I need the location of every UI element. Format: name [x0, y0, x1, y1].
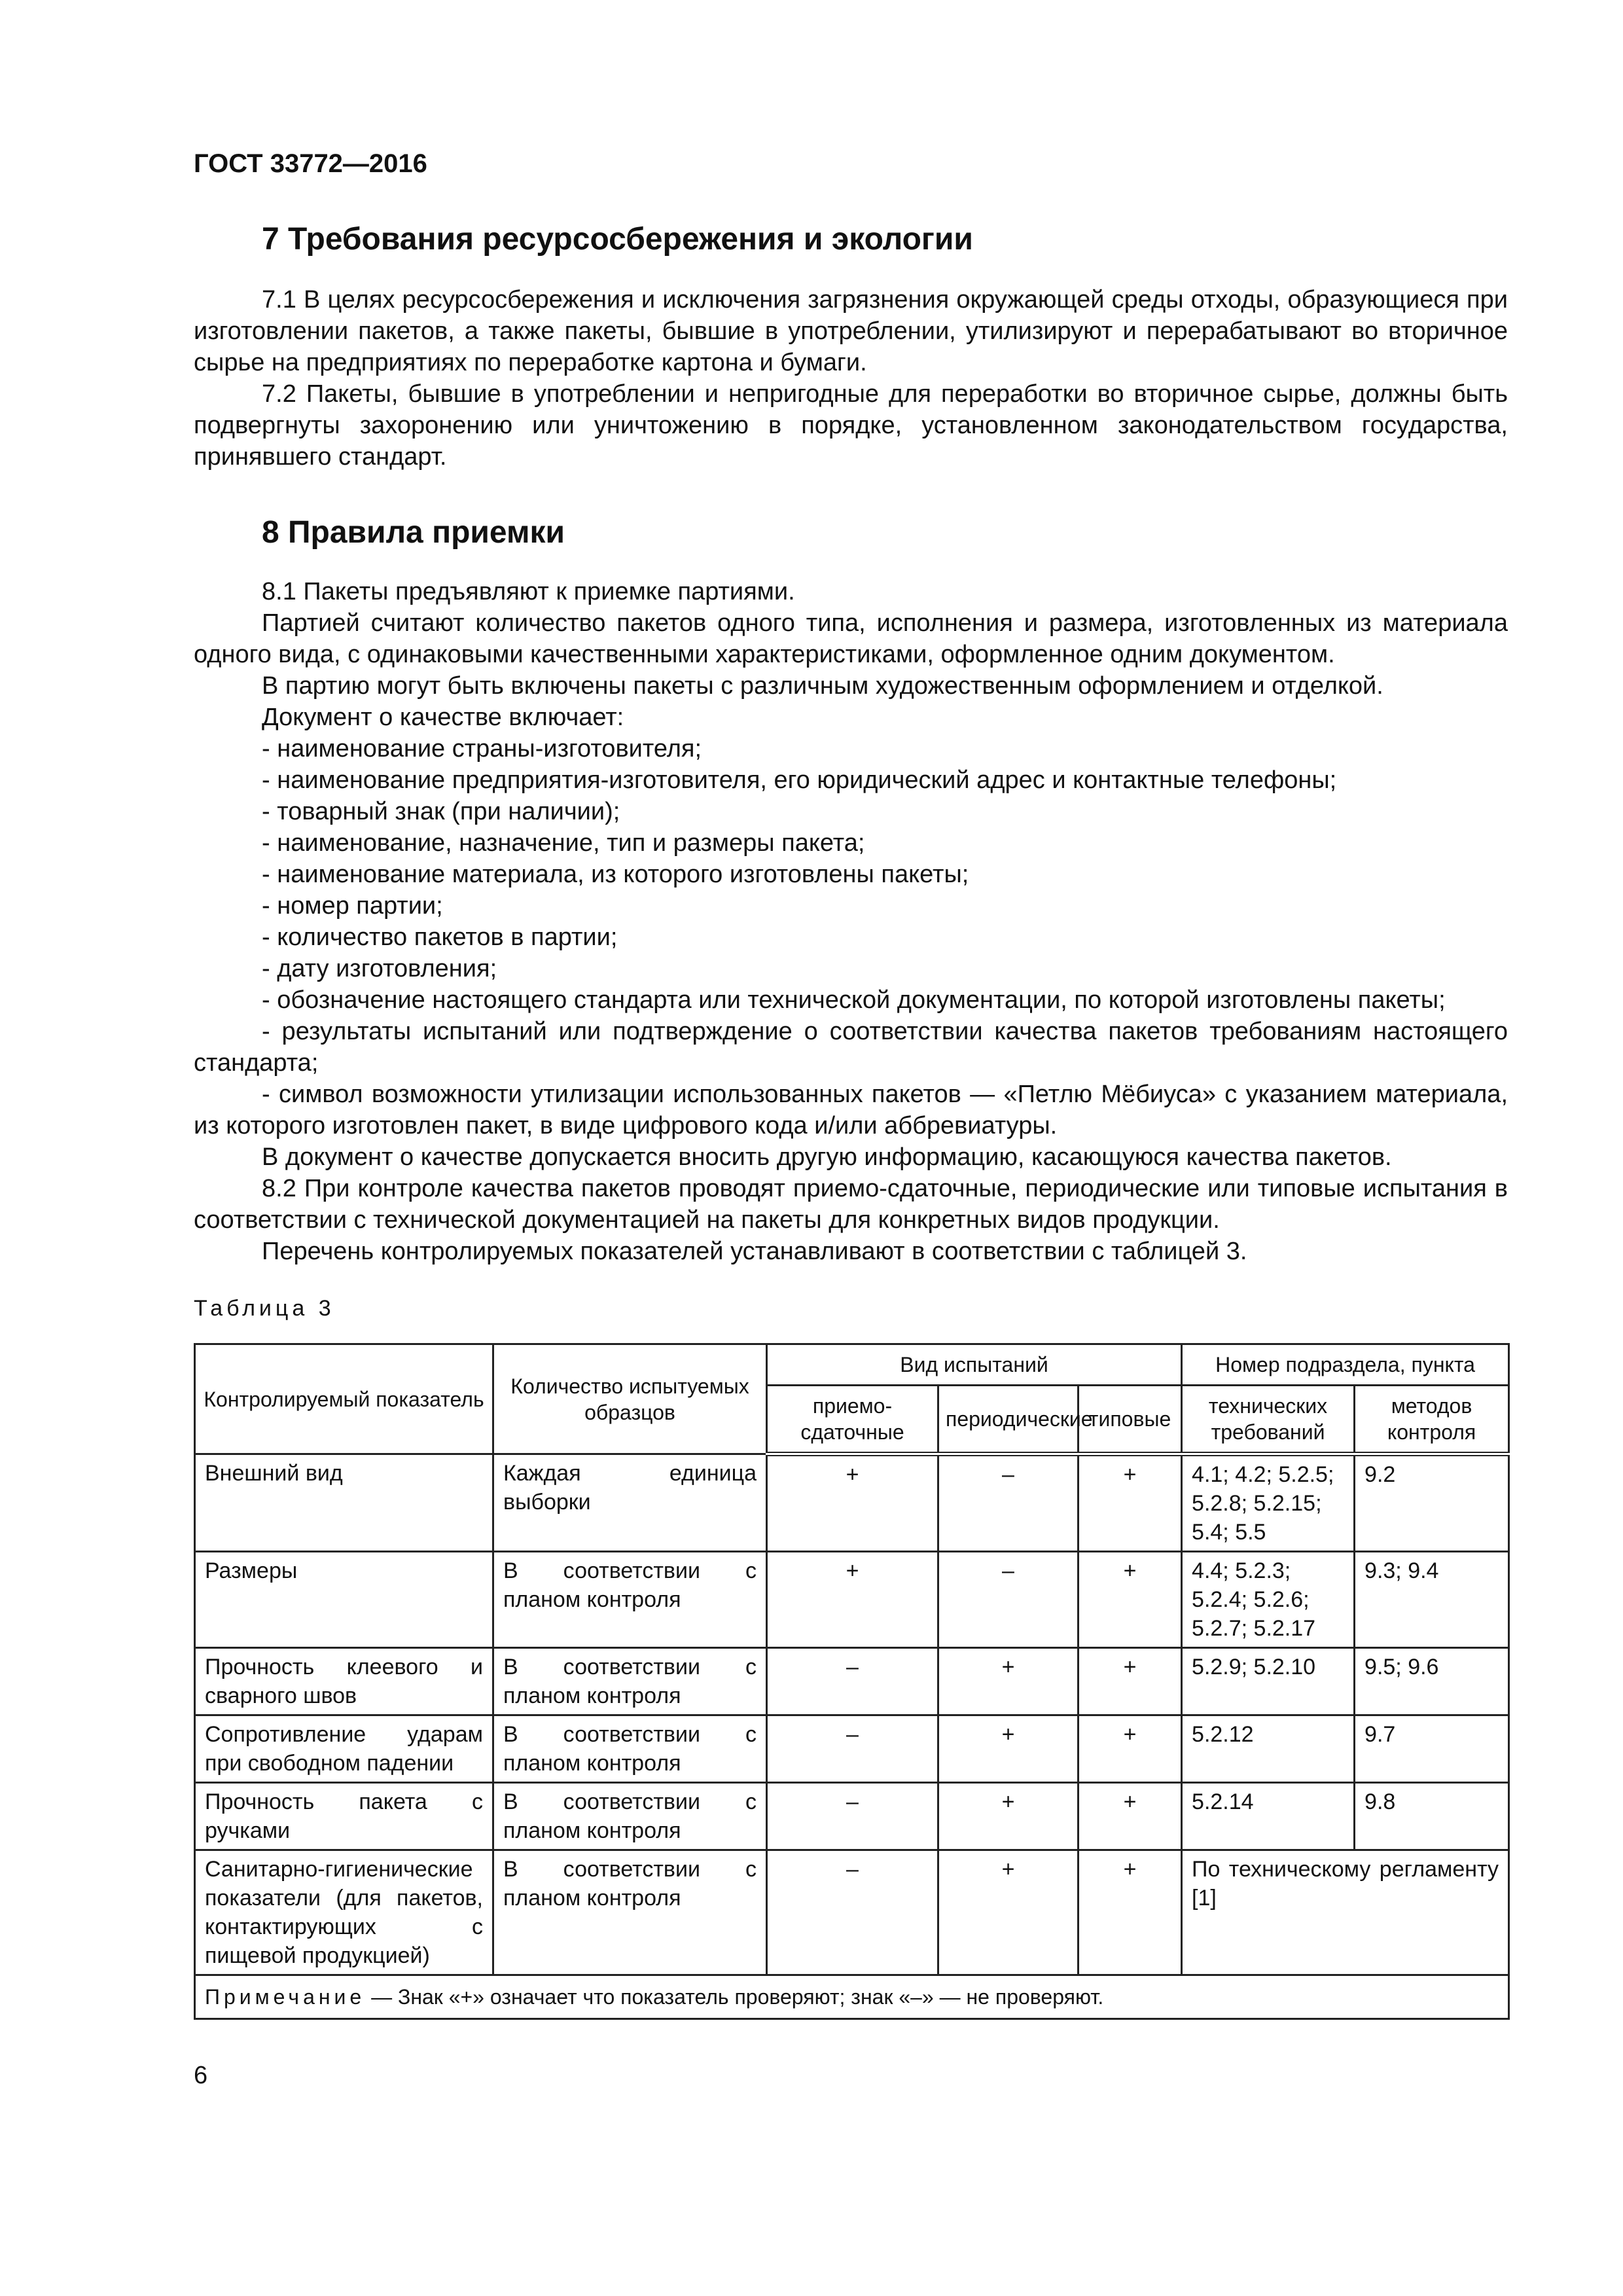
table-row — [195, 1552, 1509, 1648]
cell-periodic: – — [938, 1454, 1079, 1552]
header-acceptance: приемо-сдаточные — [767, 1386, 938, 1454]
cell-methods: 9.5; 9.6 — [1355, 1648, 1509, 1715]
paragraph: 8.2 При контроле качества пакетов проводят приемо-сдаточные, периодические или типовые испытания в соответствии с технической документацией на пакеты для конкретных видов продукции. — [194, 1175, 1508, 1234]
section-7-text — [194, 284, 1508, 473]
cell-periodic: – — [938, 1552, 1079, 1648]
cell-samples: В соответствии с планом контроля — [493, 1648, 767, 1715]
cell-acceptance: – — [767, 1648, 938, 1715]
cell-methods: 9.7 — [1355, 1715, 1509, 1783]
cell-requirements: 4.4; 5.2.3; 5.2.4; 5.2.6; 5.2.7; 5.2.17 — [1182, 1552, 1355, 1648]
paragraph: 7.1 В целях ресурсосбережения и исключения загрязнения окружающей среды отходы, образующиеся при изготовлении пакетов, а также пакеты, бывшие в употреблении, утилизируют и перерабатывают во вторичное сырье на предприятиях по переработке картона и бумаги. — [194, 286, 1508, 376]
list-item: - наименование материала, из которого изготовлены пакеты; — [262, 861, 969, 888]
note-label: Примечание — [205, 1985, 366, 2009]
cell-requirements: 5.2.14 — [1182, 1783, 1355, 1850]
cell-acceptance: + — [767, 1552, 938, 1648]
cell-indicator: Прочность пакета с ручками — [195, 1783, 493, 1850]
cell-indicator: Санитарно-гигиенические показатели (для пакетов, контактирующих с пищевой продукцией) — [195, 1850, 493, 1975]
table-row — [195, 1715, 1509, 1783]
cell-acceptance: – — [767, 1850, 938, 1975]
header-samples: Количество испытуемых образцов — [493, 1344, 767, 1454]
cell-periodic: + — [938, 1715, 1079, 1783]
list-item: - наименование предприятия-изготовителя, его юридический адрес и контактные телефоны; — [262, 766, 1337, 794]
cell-methods: 9.3; 9.4 — [1355, 1552, 1509, 1648]
list-item: - результаты испытаний или подтверждение о соответствии качества пакетов требованиям настоящего стандарта; — [194, 1018, 1508, 1077]
cell-type: + — [1079, 1454, 1182, 1552]
cell-acceptance: – — [767, 1783, 938, 1850]
cell-type: + — [1079, 1552, 1182, 1648]
header-requirements: технических требований — [1182, 1386, 1355, 1454]
paragraph: 7.2 Пакеты, бывшие в употреблении и непригодные для переработки во вторичное сырье, должны быть подвергнуты захоронению или уничтожению в порядке, установленном законодательством государства, принявшего стандарт. — [194, 380, 1508, 471]
cell-methods: 9.8 — [1355, 1783, 1509, 1850]
cell-type: + — [1079, 1850, 1182, 1975]
cell-samples: Каждая единица выборки — [493, 1454, 767, 1552]
cell-requirements: 5.2.12 — [1182, 1715, 1355, 1783]
paragraph: Партией считают количество пакетов одного типа, исполнения и размера, изготовленных из материала одного вида, с одинаковыми качественными характеристиками, оформленное одним документом. — [194, 609, 1508, 668]
cell-acceptance: + — [767, 1454, 938, 1552]
table-row — [195, 1850, 1509, 1975]
cell-acceptance: – — [767, 1715, 938, 1783]
cell-methods: 9.2 — [1355, 1454, 1509, 1552]
header-indicator: Контролируемый показатель — [195, 1344, 493, 1454]
table-row — [195, 1783, 1509, 1850]
list-item: - товарный знак (при наличии); — [262, 798, 620, 825]
cell-requirements: 5.2.9; 5.2.10 — [1182, 1648, 1355, 1715]
list-item: - наименование страны-изготовителя; — [262, 735, 702, 762]
cell-periodic: + — [938, 1648, 1079, 1715]
cell-indicator: Размеры — [195, 1552, 493, 1648]
cell-type: + — [1079, 1715, 1182, 1783]
cell-samples: В соответствии с планом контроля — [493, 1783, 767, 1850]
paragraph: Документ о качестве включает: — [262, 704, 624, 731]
table-row — [195, 1454, 1509, 1552]
cell-type: + — [1079, 1783, 1182, 1850]
list-item: - наименование, назначение, тип и размеры пакета; — [262, 829, 865, 857]
page-number: 6 — [194, 2062, 208, 2089]
cell-periodic: + — [938, 1783, 1079, 1850]
header-methods: методов контроля — [1355, 1386, 1509, 1454]
table-row — [195, 1648, 1509, 1715]
section-8-text — [194, 576, 1508, 1267]
cell-type: + — [1079, 1648, 1182, 1715]
list-item: - символ возможности утилизации использованных пакетов — «Петлю Мёбиуса» с указанием материала, из которого изготовлен пакет, в виде цифрового кода и/или аббревиатуры. — [194, 1081, 1508, 1139]
cell-samples: В соответствии с планом контроля — [493, 1552, 767, 1648]
section-7-title: 7 Требования ресурсосбережения и экологии — [262, 222, 973, 257]
header-periodic: периодические — [938, 1386, 1079, 1454]
cell-requirements: 4.1; 4.2; 5.2.5; 5.2.8; 5.2.15; 5.4; 5.5 — [1182, 1454, 1355, 1552]
cell-requirements-merged: По техническому регламенту [1] — [1182, 1850, 1509, 1975]
paragraph: 8.1 Пакеты предъявляют к приемке партиями. — [262, 578, 795, 605]
note-text: — Знак «+» означает что показатель проверяют; знак «–» — не проверяют. — [365, 1985, 1104, 2009]
list-item: - обозначение настоящего стандарта или технической документации, по которой изготовлены пакеты; — [262, 986, 1446, 1014]
cell-periodic: + — [938, 1850, 1079, 1975]
paragraph: В документ о качестве допускается вносить другую информацию, касающуюся качества пакетов. — [262, 1143, 1392, 1171]
paragraph: В партию могут быть включены пакеты с различным художественным оформлением и отделкой. — [262, 672, 1383, 700]
list-item: - количество пакетов в партии; — [262, 924, 618, 951]
standard-header: ГОСТ 33772—2016 — [194, 149, 427, 178]
section-8-title: 8 Правила приемки — [262, 515, 565, 550]
header-section-numbers: Номер подраздела, пункта — [1182, 1344, 1509, 1386]
cell-samples: В соответствии с планом контроля — [493, 1715, 767, 1783]
paragraph: Перечень контролируемых показателей устанавливают в соответствии с таблицей 3. — [262, 1238, 1247, 1265]
header-test-types: Вид испытаний — [767, 1344, 1182, 1386]
list-item: - номер партии; — [262, 892, 443, 920]
table-caption: Таблица 3 — [194, 1296, 335, 1321]
cell-indicator: Сопротивление ударам при свободном падении — [195, 1715, 493, 1783]
list-item: - дату изготовления; — [262, 955, 497, 982]
cell-indicator: Прочность клеевого и сварного швов — [195, 1648, 493, 1715]
header-type: типовые — [1079, 1386, 1182, 1454]
cell-indicator: Внешний вид — [195, 1454, 493, 1552]
cell-samples: В соответствии с планом контроля — [493, 1850, 767, 1975]
table-note-row — [195, 1975, 1509, 2019]
control-indicators-table — [194, 1343, 1510, 2020]
table-note — [195, 1975, 1509, 2019]
